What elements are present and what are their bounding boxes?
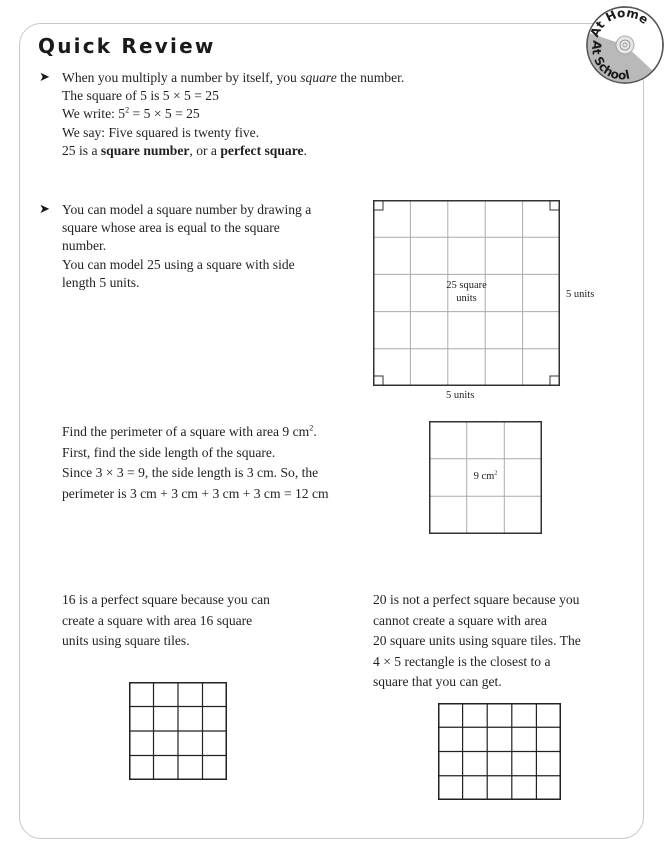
text-line: 16 is a perfect square because you can — [62, 592, 270, 607]
text-line: 20 square units using square tiles. The — [373, 633, 581, 648]
at-home-at-school-badge — [583, 3, 667, 87]
text-line: number. — [62, 238, 107, 254]
bullet-arrow-icon: ➤ — [39, 202, 50, 217]
text-line: square whose area is equal to the square — [62, 220, 280, 236]
text-line: length 5 units. — [62, 274, 140, 290]
area-label: 9 $cm^2$ — [473, 469, 498, 482]
line-perfect-square: 25 is a square number, or a perfect square. — [62, 142, 307, 158]
section-2-text — [62, 201, 311, 292]
side-length-label: 5 units — [566, 289, 595, 300]
line-find-perimeter: Find the perimeter of a square with area 9 $cm^2$. — [62, 423, 317, 439]
line-we-write: We write: $5^2 = 5 \times 5 = 25$ — [62, 105, 200, 122]
line-first-step: First, find the side length of the square. — [62, 444, 276, 460]
text-line: 4 × 5 rectangle is the closest to a — [373, 653, 551, 669]
grid-25-square-units — [373, 200, 560, 386]
page-title: Quick Review — [38, 34, 216, 58]
text-line: cannot create a square with area — [373, 612, 547, 628]
svg-text:At Home: At Home — [587, 5, 651, 40]
section-3-text — [62, 422, 329, 504]
line-since: Since 3 × 3 = 9, the side length is 3 cm. So, the — [62, 465, 319, 480]
bullet-arrow-icon: ➤ — [39, 70, 50, 85]
section-4-left-text — [62, 590, 270, 652]
grid-20-tiles — [438, 703, 561, 800]
area-label-line: units — [456, 293, 477, 304]
text-line: square that you can get. — [373, 674, 502, 689]
text-line: create a square with area 16 square — [62, 612, 253, 628]
grid-16-tiles — [129, 682, 227, 780]
section-4-right-text — [373, 590, 581, 693]
line-square-of-5: The square of 5 is 5 × 5 = 25 — [62, 88, 219, 104]
line-we-say: We say: Five squared is twenty five. — [62, 124, 260, 140]
text-line: 20 is not a perfect square because you — [373, 592, 580, 607]
area-label — [373, 279, 560, 305]
spiral-disc-icon — [583, 3, 667, 87]
grid-9-cm2 — [429, 421, 542, 534]
text-line: units using square tiles. — [62, 633, 190, 648]
line-definition: When you multiply a number by itself, you square the number. — [62, 70, 405, 85]
text-line: You can model a square number by drawing a — [62, 202, 312, 217]
svg-text:At School: At School — [589, 39, 631, 83]
bottom-length-label: 5 units — [446, 390, 475, 401]
area-label-line: 25 square — [446, 280, 487, 291]
text-line: You can model 25 using a square with side — [62, 256, 295, 272]
line-perimeter-result: perimeter is 3 cm + 3 cm + 3 cm + 3 cm = 12 cm — [62, 485, 329, 501]
section-1-text — [62, 69, 404, 160]
